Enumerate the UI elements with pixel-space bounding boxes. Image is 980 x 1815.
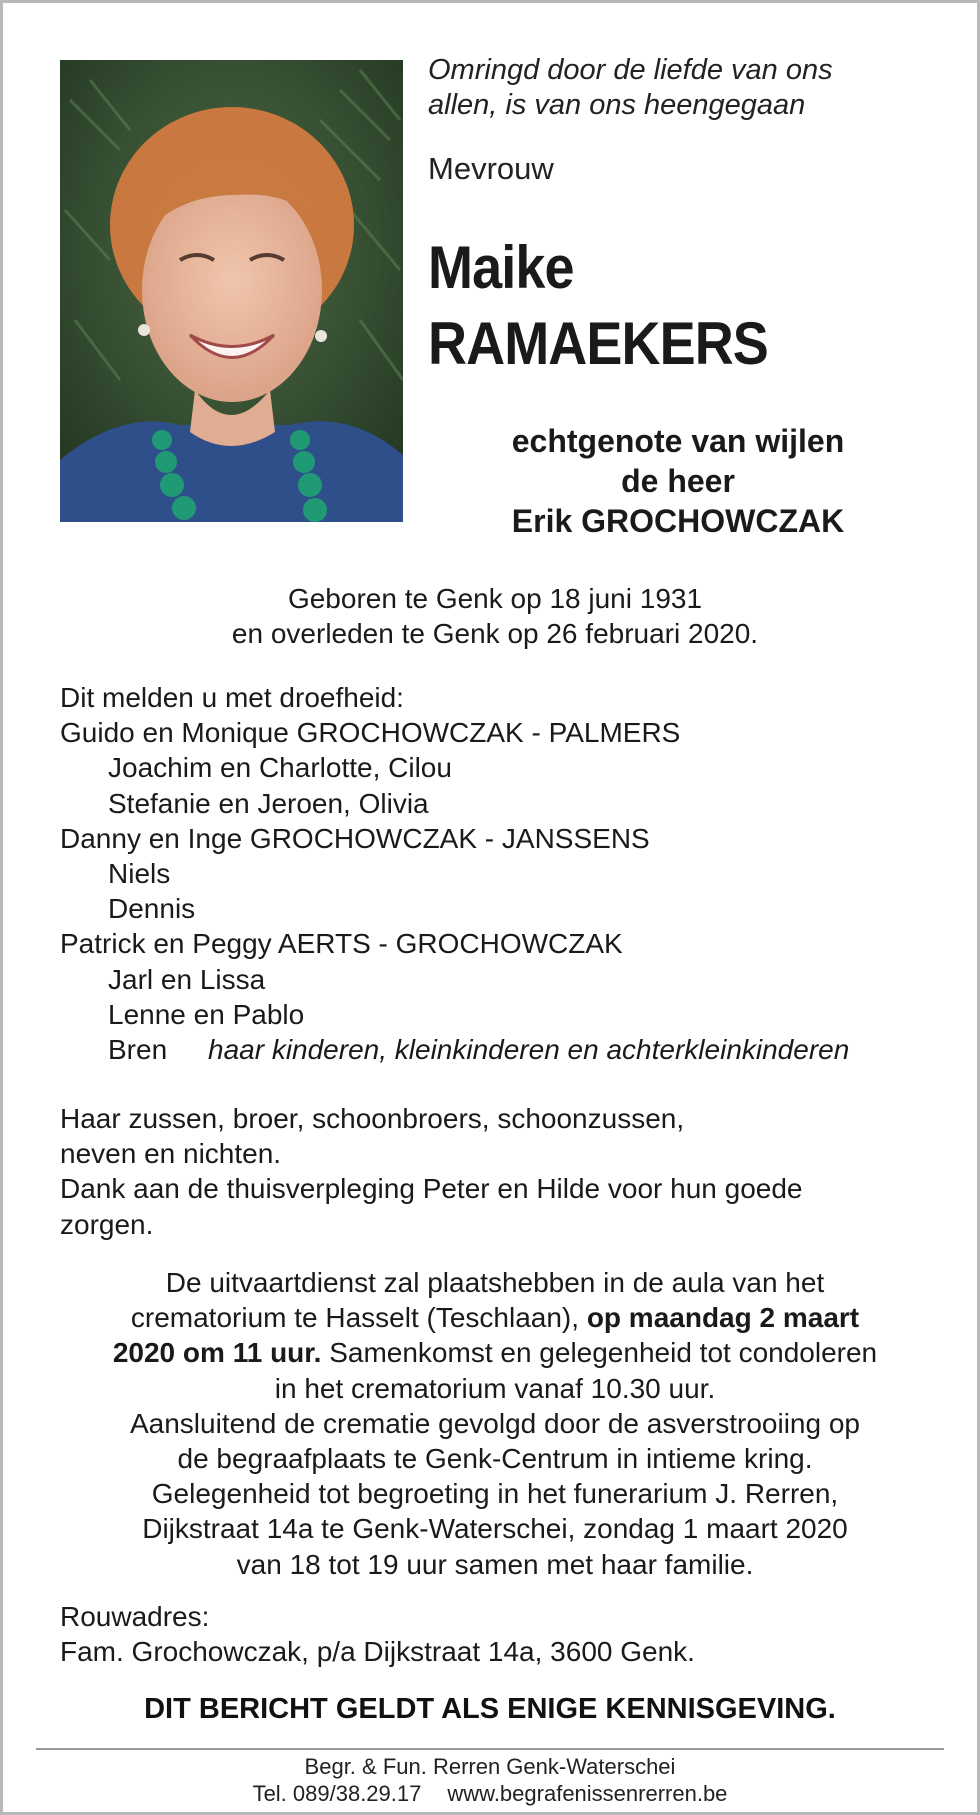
child-name: Patrick en Peggy AERTS - GROCHOWCZAK (60, 928, 623, 960)
first-name: Maike (428, 234, 574, 301)
grandchild: Niels (108, 858, 171, 890)
intro-line-2: allen, is van ons heengegaan (428, 89, 806, 121)
intro-line-1: Omringd door de liefde van ons (428, 54, 833, 86)
honorific: Mevrouw (428, 151, 554, 186)
family-intro: Dit melden u met droefheid: (60, 682, 404, 713)
condolence-text: Samenkomst en gelegenheid tot condoleren (321, 1337, 878, 1369)
spouse-line-2: de heer (621, 463, 735, 499)
service-line-4: in het crematorium vanaf 10.30 uur. (274, 1372, 716, 1404)
address-label: Rouwadres: (60, 1601, 210, 1632)
service-line-3 (60, 1335, 930, 1370)
official-notice: DIT BERICHT GELDT ALS ENIGE KENNISGEVING. (144, 1693, 836, 1725)
deceased-name (428, 230, 768, 382)
child-name: Danny en Inge GROCHOWCZAK - JANSSENS (60, 822, 650, 854)
relatives-text (60, 1101, 930, 1242)
last-name: RAMAEKERS (428, 310, 768, 377)
service-date: op maandag 2 maart (586, 1302, 860, 1334)
service-line-2 (60, 1300, 930, 1335)
grandchild: Joachim en Charlotte, Cilou (108, 752, 452, 784)
relation-note: haar kinderen, kleinkinderen en achterkleinkinderen (208, 1034, 850, 1066)
death-line: en overleden te Genk op 26 februari 2020. (231, 618, 759, 650)
service-line-5: Aansluitend de crematie gevolgd door de asverstrooiing op (129, 1407, 860, 1439)
address-value: Fam. Grochowczak, p/a Dijkstraat 14a, 3600 Genk. (60, 1636, 695, 1668)
thanks-line-2: zorgen. (60, 1208, 154, 1240)
spouse-line-1: echtgenote van wijlen (511, 423, 845, 459)
funeral-home-name: Begr. & Fun. Rerren Genk-Waterschei (304, 1754, 676, 1779)
relatives-line-1: Haar zussen, broer, schoonbroers, schoonzussen, (60, 1103, 685, 1134)
service-line-7: Gelegenheid tot begroeting in het funerarium J. Rerren, (151, 1478, 839, 1510)
grandchild: Bren (108, 1034, 168, 1066)
service-details (60, 1265, 930, 1582)
funeral-home-footer (3, 1753, 977, 1807)
grandchild: Dennis (108, 893, 196, 925)
mourning-address (60, 1599, 930, 1669)
spouse-info (423, 421, 933, 541)
footer-divider (36, 1748, 944, 1750)
service-line-1: De uitvaartdienst zal plaatshebben in de aula van het (165, 1267, 825, 1298)
website-link[interactable]: www.begrafenissenrerren.be (447, 1781, 728, 1806)
grandchild: Jarl en Lissa (108, 963, 266, 995)
contact-line (3, 1780, 977, 1807)
grandchild: Stefanie en Jeroen, Olivia (108, 787, 429, 819)
family-list (60, 680, 930, 1067)
relatives-line-2: neven en nichten. (60, 1138, 282, 1170)
last-grandchild-row (60, 1032, 930, 1067)
child-name: Guido en Monique GROCHOWCZAK - PALMERS (60, 717, 681, 749)
spouse-name: Erik GROCHOWCZAK (511, 503, 845, 539)
intro-text (428, 53, 948, 123)
birth-death-dates (60, 581, 930, 651)
birth-line: Geboren te Genk op 18 juni 1931 (287, 583, 703, 614)
thanks-line-1: Dank aan de thuisverpleging Peter en Hilde voor hun goede (60, 1173, 803, 1205)
service-time: 2020 om 11 uur. (112, 1337, 322, 1369)
grandchild: Lenne en Pablo (108, 998, 305, 1030)
service-line-6: de begraafplaats te Genk-Centrum in intieme kring. (177, 1443, 813, 1475)
phone-number: Tel. 089/38.29.17 (252, 1781, 422, 1806)
service-location: crematorium te Hasselt (Teschlaan), (130, 1302, 587, 1334)
service-line-8: Dijkstraat 14a te Genk-Waterschei, zondag 1 maart 2020 (142, 1513, 848, 1545)
service-line-9: van 18 tot 19 uur samen met haar familie. (236, 1548, 754, 1580)
portrait-photo (60, 60, 403, 522)
